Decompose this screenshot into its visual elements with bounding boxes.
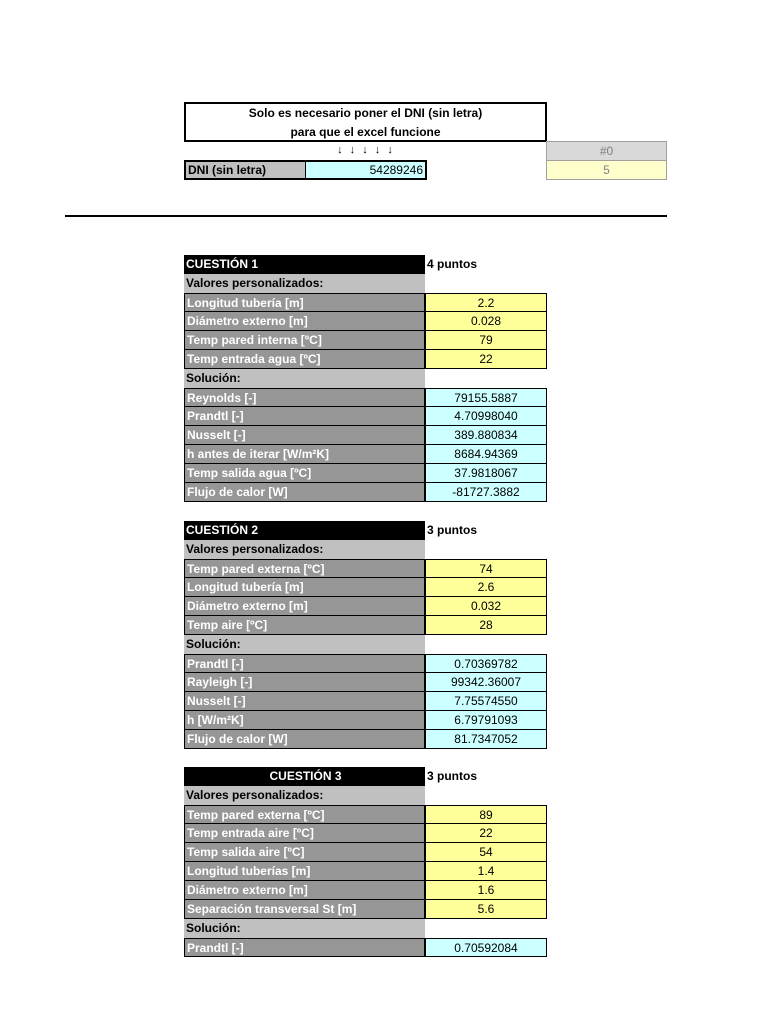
dni-label: DNI (sin letra)	[184, 160, 306, 180]
output-row-value-cell[interactable]: 4.70998040	[425, 407, 547, 426]
question-1-table	[184, 255, 547, 502]
output-row	[184, 730, 547, 749]
custom-values-label: Valores personalizados:	[184, 540, 425, 559]
solution-label: Solución:	[184, 369, 425, 388]
output-row	[184, 654, 547, 673]
output-row-label: Prandtl [-]	[184, 938, 425, 957]
input-row-label: Temp pared externa [ºC]	[184, 805, 425, 824]
output-row-label: h [W/m²K]	[184, 711, 425, 730]
output-row	[184, 464, 547, 483]
input-row-value-cell[interactable]: 74	[425, 559, 547, 578]
input-row-label: Separación transversal St [m]	[184, 900, 425, 919]
output-row-label: Prandtl [-]	[184, 654, 425, 673]
input-row-label: Temp entrada agua [ºC]	[184, 350, 425, 369]
output-row-label: Nusselt [-]	[184, 692, 425, 711]
output-row-value-cell[interactable]: 7.75574550	[425, 692, 547, 711]
input-row	[184, 331, 547, 350]
question-2-title: CUESTIÓN 2	[184, 521, 425, 540]
input-row-value-cell[interactable]: 5.6	[425, 900, 547, 919]
input-row-value-cell[interactable]: 0.032	[425, 597, 547, 616]
input-row	[184, 578, 547, 597]
output-row	[184, 445, 547, 464]
input-row-label: Temp entrada aire [ºC]	[184, 824, 425, 843]
question-3-title: CUESTIÓN 3	[184, 767, 425, 786]
input-row-label: Temp aire [ºC]	[184, 616, 425, 635]
instruction-note	[184, 102, 547, 142]
input-row	[184, 862, 547, 881]
input-row	[184, 824, 547, 843]
output-row-label: Rayleigh [-]	[184, 673, 425, 692]
input-row-value-cell[interactable]: 22	[425, 350, 547, 369]
output-row	[184, 673, 547, 692]
question-3-table	[184, 767, 547, 957]
output-row-value-cell[interactable]: -81727.3882	[425, 483, 547, 502]
solution-label: Solución:	[184, 635, 425, 654]
output-row-label: Prandtl [-]	[184, 407, 425, 426]
divider	[65, 215, 667, 217]
input-row	[184, 597, 547, 616]
input-row	[184, 881, 547, 900]
input-row-label: Longitud tubería [m]	[184, 578, 425, 597]
input-row-label: Diámetro externo [m]	[184, 881, 425, 900]
input-row	[184, 900, 547, 919]
input-row-label: Longitud tubería [m]	[184, 293, 425, 312]
input-row	[184, 350, 547, 369]
input-row-value-cell[interactable]: 22	[425, 824, 547, 843]
input-row	[184, 843, 547, 862]
output-row	[184, 426, 547, 445]
output-row-label: Reynolds [-]	[184, 388, 425, 407]
output-row-value-cell[interactable]: 81.7347052	[425, 730, 547, 749]
instruction-line-1: Solo es necesario poner el DNI (sin letra)	[248, 106, 483, 120]
input-row-label: Diámetro externo [m]	[184, 597, 425, 616]
output-row-label: Flujo de calor [W]	[184, 483, 425, 502]
input-row-value-cell[interactable]: 79	[425, 331, 547, 350]
output-row-label: h antes de iterar [W/m²K]	[184, 445, 425, 464]
input-row-label: Temp pared externa [ºC]	[184, 559, 425, 578]
question-3-points: 3 puntos	[427, 769, 477, 783]
output-row	[184, 711, 547, 730]
solution-label: Solución:	[184, 919, 425, 938]
input-row-value-cell[interactable]: 28	[425, 616, 547, 635]
output-row-value-cell[interactable]: 99342.36007	[425, 673, 547, 692]
input-row	[184, 293, 547, 312]
output-row-value-cell[interactable]: 0.70369782	[425, 654, 547, 673]
custom-values-label: Valores personalizados:	[184, 274, 425, 293]
input-row-label: Diámetro externo [m]	[184, 312, 425, 331]
output-row-value-cell[interactable]: 8684.94369	[425, 445, 547, 464]
output-row-value-cell[interactable]: 389.880834	[425, 426, 547, 445]
instruction-line-2: para que el excel funcione	[290, 125, 441, 139]
output-row-label: Nusselt [-]	[184, 426, 425, 445]
output-row-value-cell[interactable]: 6.79791093	[425, 711, 547, 730]
output-row	[184, 388, 547, 407]
output-row-value-cell[interactable]: 79155.5887	[425, 388, 547, 407]
helper-cell-value[interactable]: 5	[546, 161, 667, 180]
question-2-table	[184, 521, 547, 749]
output-row-value-cell[interactable]: 37.9818067	[425, 464, 547, 483]
question-1-points: 4 puntos	[427, 257, 477, 271]
input-row-value-cell[interactable]: 1.6	[425, 881, 547, 900]
question-1-title: CUESTIÓN 1	[184, 255, 425, 274]
output-row	[184, 938, 547, 957]
down-arrows-icon: ↓ ↓ ↓ ↓ ↓	[337, 144, 395, 156]
helper-cell-hash[interactable]: #0	[546, 141, 667, 161]
output-row-label: Flujo de calor [W]	[184, 730, 425, 749]
output-row-value-cell[interactable]: 0.70592084	[425, 938, 547, 957]
output-row-label: Temp salida agua [ºC]	[184, 464, 425, 483]
question-2-points: 3 puntos	[427, 523, 477, 537]
input-row	[184, 312, 547, 331]
input-row-value-cell[interactable]: 1.4	[425, 862, 547, 881]
output-row	[184, 692, 547, 711]
input-row	[184, 805, 547, 824]
input-row-value-cell[interactable]: 0.028	[425, 312, 547, 331]
input-row-label: Temp pared interna [ºC]	[184, 331, 425, 350]
input-row-label: Longitud tuberías [m]	[184, 862, 425, 881]
output-row	[184, 407, 547, 426]
input-row	[184, 616, 547, 635]
input-row-label: Temp salida aire [ºC]	[184, 843, 425, 862]
input-row	[184, 559, 547, 578]
dni-input-cell[interactable]: 54289246	[306, 160, 427, 180]
input-row-value-cell[interactable]: 2.6	[425, 578, 547, 597]
output-row	[184, 483, 547, 502]
input-row-value-cell[interactable]: 2.2	[425, 293, 547, 312]
input-row-value-cell[interactable]: 54	[425, 843, 547, 862]
input-row-value-cell[interactable]: 89	[425, 805, 547, 824]
custom-values-label: Valores personalizados:	[184, 786, 425, 805]
